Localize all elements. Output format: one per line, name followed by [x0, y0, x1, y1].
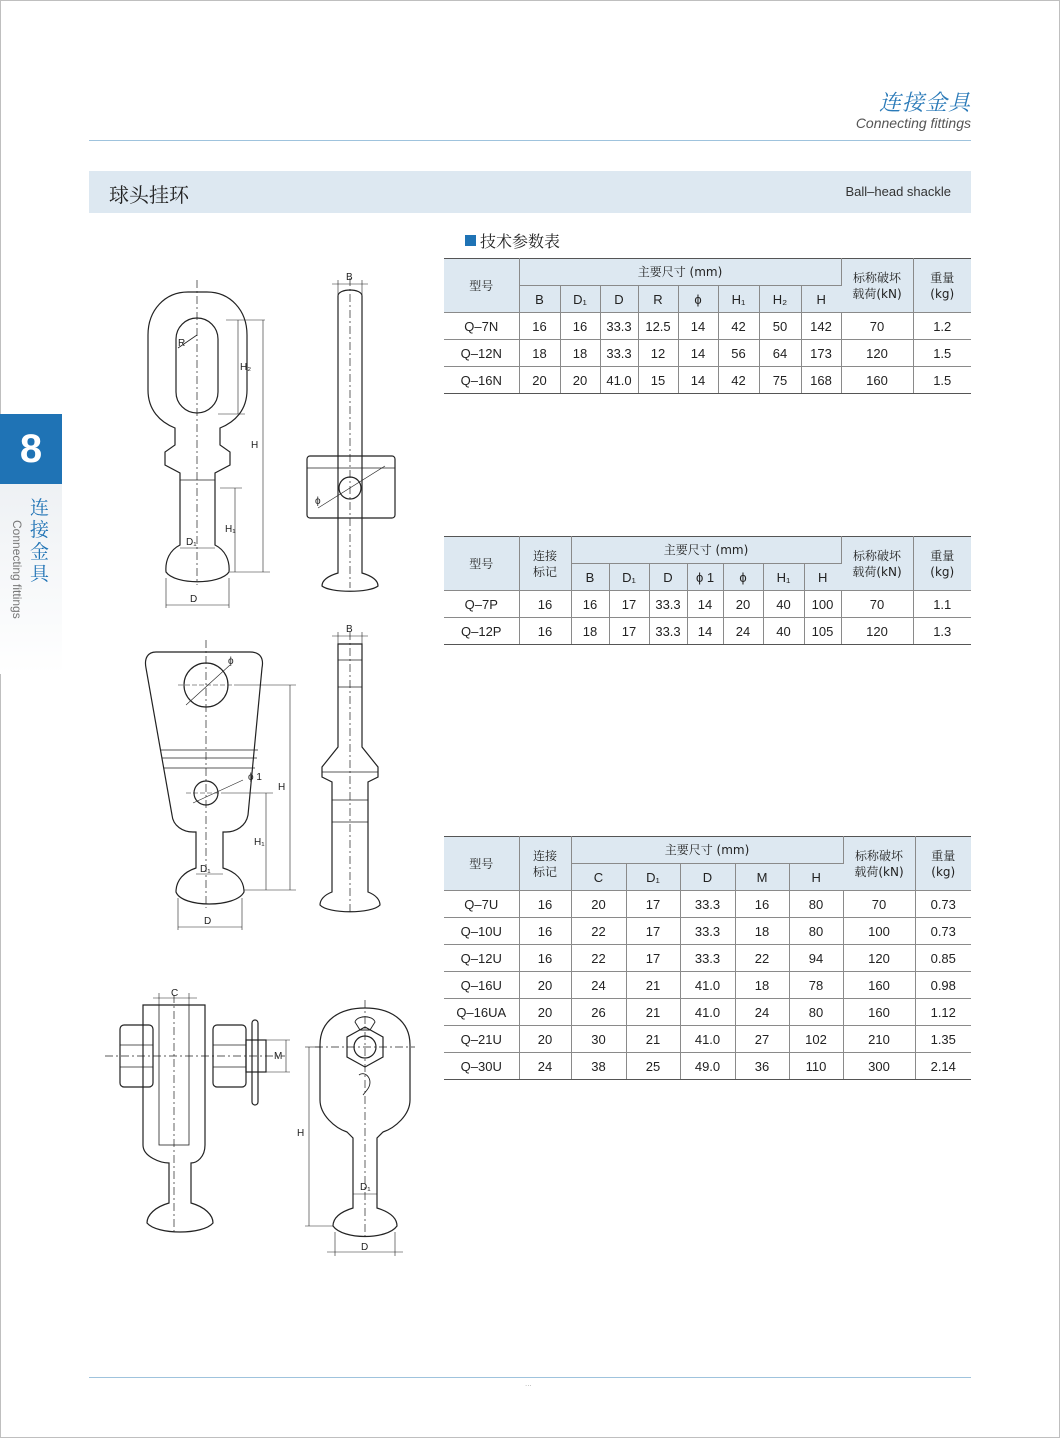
- value-cell: 64: [759, 340, 801, 367]
- table2-col: B: [571, 564, 609, 591]
- value-cell: 33.3: [680, 945, 735, 972]
- table2-header-mark: [519, 537, 571, 591]
- value-cell: 16: [519, 591, 571, 618]
- table2-col: H: [804, 564, 841, 591]
- value-cell: 160: [843, 972, 915, 999]
- drawing-q-n-front: [130, 280, 280, 615]
- model-cell: Q–7U: [444, 891, 519, 918]
- label-C: C: [171, 988, 179, 999]
- label-H2: H₂: [240, 362, 252, 373]
- value-cell: 22: [571, 918, 626, 945]
- value-cell: 1.5: [913, 340, 971, 367]
- value-cell: 33.3: [680, 891, 735, 918]
- table2-header-dims: 主要尺寸 (mm): [571, 537, 841, 564]
- table-row: [444, 591, 971, 618]
- model-cell: Q–7P: [444, 591, 519, 618]
- param-table-label-text: 技术参数表: [480, 232, 561, 251]
- model-cell: Q–12P: [444, 618, 519, 645]
- table-row: [444, 891, 971, 918]
- value-cell: 1.1: [913, 591, 971, 618]
- model-cell: Q–30U: [444, 1053, 519, 1080]
- value-cell: 21: [626, 972, 680, 999]
- table3-header-load: [843, 837, 915, 891]
- value-cell: 2.14: [915, 1053, 971, 1080]
- table1-col: B: [519, 286, 560, 313]
- section-title-band: [89, 171, 971, 213]
- value-cell: 22: [735, 945, 789, 972]
- table2-col: D₁: [609, 564, 649, 591]
- table2-header-load-2: 载荷(kN): [852, 564, 902, 579]
- table-row: [444, 999, 971, 1026]
- value-cell: 36: [735, 1053, 789, 1080]
- value-cell: 80: [789, 999, 843, 1026]
- value-cell: 27: [735, 1026, 789, 1053]
- table2-header-mark-2: 标记: [532, 564, 557, 579]
- table3-col: M: [735, 864, 789, 891]
- table1-header-load-1: 标称破坏: [852, 270, 901, 285]
- value-cell: 26: [571, 999, 626, 1026]
- table2-header-weight-2: (kg): [930, 564, 955, 579]
- value-cell: 20: [560, 367, 600, 394]
- spec-table-p: [444, 536, 971, 645]
- table-row: [444, 313, 971, 340]
- value-cell: 18: [519, 340, 560, 367]
- value-cell: 78: [789, 972, 843, 999]
- footer-mark: ···: [525, 1382, 532, 1390]
- value-cell: 24: [519, 1053, 571, 1080]
- label-H: H: [251, 440, 259, 451]
- value-cell: 110: [789, 1053, 843, 1080]
- table1-header-weight-2: (kg): [930, 286, 955, 301]
- value-cell: 70: [843, 891, 915, 918]
- value-cell: 12: [638, 340, 678, 367]
- value-cell: 38: [571, 1053, 626, 1080]
- table2-header-load: [841, 537, 913, 591]
- value-cell: 173: [801, 340, 841, 367]
- label-B-p: B: [346, 624, 353, 635]
- table-row: [444, 1053, 971, 1080]
- label-phi: ϕ: [315, 496, 321, 507]
- value-cell: 14: [687, 618, 723, 645]
- label-H1-p: H₁: [254, 837, 265, 848]
- value-cell: 25: [626, 1053, 680, 1080]
- table1-col: H₂: [759, 286, 801, 313]
- value-cell: 56: [718, 340, 759, 367]
- table3-header-dims: 主要尺寸 (mm): [571, 837, 843, 864]
- section-title-en: Ball–head shackle: [845, 184, 951, 199]
- chapter-tab-label-cn: 连接金具: [30, 497, 50, 585]
- value-cell: 33.3: [600, 340, 638, 367]
- label-H-u: H: [297, 1128, 305, 1139]
- table-row: [444, 1026, 971, 1053]
- value-cell: 1.35: [915, 1026, 971, 1053]
- value-cell: 16: [519, 313, 560, 340]
- spec-table-n: [444, 258, 971, 394]
- value-cell: 102: [789, 1026, 843, 1053]
- value-cell: 15: [638, 367, 678, 394]
- value-cell: 100: [804, 591, 841, 618]
- value-cell: 40: [763, 591, 804, 618]
- value-cell: 21: [626, 999, 680, 1026]
- value-cell: 1.3: [913, 618, 971, 645]
- table3-col: D: [680, 864, 735, 891]
- value-cell: 168: [801, 367, 841, 394]
- value-cell: 94: [789, 945, 843, 972]
- table3-header-mark: [519, 837, 571, 891]
- value-cell: 120: [841, 340, 913, 367]
- value-cell: 33.3: [649, 618, 687, 645]
- value-cell: 210: [843, 1026, 915, 1053]
- label-D1: D₁: [186, 537, 197, 548]
- value-cell: 20: [519, 972, 571, 999]
- table-row: [444, 618, 971, 645]
- table1-header-model: 型号: [444, 259, 519, 313]
- table3-header-mark-2: 标记: [532, 864, 557, 879]
- value-cell: 18: [735, 918, 789, 945]
- value-cell: 70: [841, 313, 913, 340]
- value-cell: 105: [804, 618, 841, 645]
- header-title-cn: 连接金具: [878, 91, 971, 116]
- value-cell: 33.3: [649, 591, 687, 618]
- value-cell: 142: [801, 313, 841, 340]
- value-cell: 17: [609, 591, 649, 618]
- label-D1-p: D₁: [200, 864, 211, 875]
- table-row: [444, 945, 971, 972]
- table-row: [444, 918, 971, 945]
- label-D: D: [190, 594, 198, 605]
- drawing-q-n-side: [300, 268, 405, 593]
- model-cell: Q–12U: [444, 945, 519, 972]
- value-cell: 70: [841, 591, 913, 618]
- value-cell: 0.73: [915, 891, 971, 918]
- value-cell: 16: [519, 891, 571, 918]
- value-cell: 1.5: [913, 367, 971, 394]
- value-cell: 18: [571, 618, 609, 645]
- table3-col: C: [571, 864, 626, 891]
- value-cell: 41.0: [680, 972, 735, 999]
- label-D-u: D: [361, 1242, 369, 1253]
- table2-header-model: 型号: [444, 537, 519, 591]
- model-cell: Q–12N: [444, 340, 519, 367]
- chapter-tab-label-en: Connecting fittings: [10, 520, 24, 619]
- value-cell: 24: [723, 618, 763, 645]
- value-cell: 80: [789, 891, 843, 918]
- value-cell: 41.0: [600, 367, 638, 394]
- value-cell: 16: [735, 891, 789, 918]
- table1-col: H₁: [718, 286, 759, 313]
- model-cell: Q–16UA: [444, 999, 519, 1026]
- table2-header-weight: [913, 537, 971, 591]
- value-cell: 160: [841, 367, 913, 394]
- header-divider: [89, 140, 971, 141]
- model-cell: Q–21U: [444, 1026, 519, 1053]
- value-cell: 1.2: [913, 313, 971, 340]
- table3-col: H: [789, 864, 843, 891]
- model-cell: Q–10U: [444, 918, 519, 945]
- table-row: [444, 340, 971, 367]
- value-cell: 75: [759, 367, 801, 394]
- value-cell: 33.3: [600, 313, 638, 340]
- param-table-label: [465, 229, 560, 252]
- label-phi1-p: ϕ 1: [248, 772, 262, 783]
- table2-col: ϕ: [723, 564, 763, 591]
- value-cell: 20: [723, 591, 763, 618]
- square-bullet-icon: [465, 235, 476, 246]
- value-cell: 20: [519, 999, 571, 1026]
- table3-header-load-1: 标称破坏: [854, 848, 903, 863]
- value-cell: 18: [560, 340, 600, 367]
- table-row: [444, 972, 971, 999]
- footer-divider: [89, 1377, 971, 1378]
- value-cell: 16: [519, 945, 571, 972]
- label-D-p: D: [204, 916, 212, 927]
- chapter-tab-number: 8: [0, 414, 62, 484]
- value-cell: 18: [735, 972, 789, 999]
- table3-header-weight-2: (kg): [931, 864, 956, 879]
- table2-header-mark-1: 连接: [532, 548, 557, 563]
- label-phi-p: ϕ: [228, 656, 234, 667]
- table3-header-model: 型号: [444, 837, 519, 891]
- table1-header-weight: [913, 259, 971, 313]
- drawing-q-p-front: [138, 640, 303, 935]
- drawing-q-p-side: [310, 622, 390, 917]
- table2-col: ϕ 1: [687, 564, 723, 591]
- drawing-q-u-side: [295, 1000, 425, 1260]
- value-cell: 0.73: [915, 918, 971, 945]
- table1-col: H: [801, 286, 841, 313]
- value-cell: 30: [571, 1026, 626, 1053]
- value-cell: 41.0: [680, 999, 735, 1026]
- table2-header-load-1: 标称破坏: [852, 548, 901, 563]
- value-cell: 0.85: [915, 945, 971, 972]
- table3-header-mark-1: 连接: [532, 848, 557, 863]
- value-cell: 17: [626, 918, 680, 945]
- drawing-q-u-front: [105, 985, 300, 1240]
- label-H-p: H: [278, 782, 286, 793]
- value-cell: 16: [560, 313, 600, 340]
- value-cell: 21: [626, 1026, 680, 1053]
- table-row: [444, 367, 971, 394]
- value-cell: 160: [843, 999, 915, 1026]
- value-cell: 16: [571, 591, 609, 618]
- value-cell: 40: [763, 618, 804, 645]
- value-cell: 50: [759, 313, 801, 340]
- value-cell: 17: [626, 945, 680, 972]
- label-D1-u: D₁: [360, 1182, 371, 1193]
- value-cell: 49.0: [680, 1053, 735, 1080]
- model-cell: Q–16N: [444, 367, 519, 394]
- value-cell: 120: [843, 945, 915, 972]
- table2-header-weight-1: 重量: [930, 548, 955, 563]
- table1-header-load: [841, 259, 913, 313]
- value-cell: 42: [718, 367, 759, 394]
- table2-col: D: [649, 564, 687, 591]
- spec-table-u: [444, 836, 971, 1080]
- value-cell: 80: [789, 918, 843, 945]
- table1-header-weight-1: 重量: [930, 270, 955, 285]
- table3-header-load-2: 载荷(kN): [854, 864, 904, 879]
- table3-header-weight: [915, 837, 971, 891]
- value-cell: 20: [571, 891, 626, 918]
- value-cell: 24: [735, 999, 789, 1026]
- value-cell: 17: [626, 891, 680, 918]
- value-cell: 41.0: [680, 1026, 735, 1053]
- table1-header-load-2: 载荷(kN): [852, 286, 902, 301]
- table1-col: D₁: [560, 286, 600, 313]
- value-cell: 100: [843, 918, 915, 945]
- table2-col: H₁: [763, 564, 804, 591]
- value-cell: 17: [609, 618, 649, 645]
- label-B: B: [346, 272, 353, 283]
- value-cell: 20: [519, 367, 560, 394]
- value-cell: 14: [687, 591, 723, 618]
- value-cell: 300: [843, 1053, 915, 1080]
- label-M: M: [274, 1051, 283, 1062]
- value-cell: 16: [519, 618, 571, 645]
- value-cell: 120: [841, 618, 913, 645]
- model-cell: Q–16U: [444, 972, 519, 999]
- label-R: R: [178, 338, 186, 349]
- value-cell: 24: [571, 972, 626, 999]
- table3-header-weight-1: 重量: [931, 848, 956, 863]
- value-cell: 12.5: [638, 313, 678, 340]
- label-H1: H₁: [225, 524, 236, 535]
- value-cell: 0.98: [915, 972, 971, 999]
- value-cell: 1.12: [915, 999, 971, 1026]
- value-cell: 22: [571, 945, 626, 972]
- value-cell: 20: [519, 1026, 571, 1053]
- value-cell: 16: [519, 918, 571, 945]
- value-cell: 14: [678, 340, 718, 367]
- value-cell: 14: [678, 313, 718, 340]
- table3-col: D₁: [626, 864, 680, 891]
- value-cell: 33.3: [680, 918, 735, 945]
- table1-col: R: [638, 286, 678, 313]
- header-title-en: Connecting fittings: [855, 115, 971, 131]
- table1-col: D: [600, 286, 638, 313]
- value-cell: 42: [718, 313, 759, 340]
- table1-col: ϕ: [678, 286, 718, 313]
- table1-header-dims: 主要尺寸 (mm): [519, 259, 841, 286]
- model-cell: Q–7N: [444, 313, 519, 340]
- section-title-cn: 球头挂环: [109, 183, 189, 207]
- value-cell: 14: [678, 367, 718, 394]
